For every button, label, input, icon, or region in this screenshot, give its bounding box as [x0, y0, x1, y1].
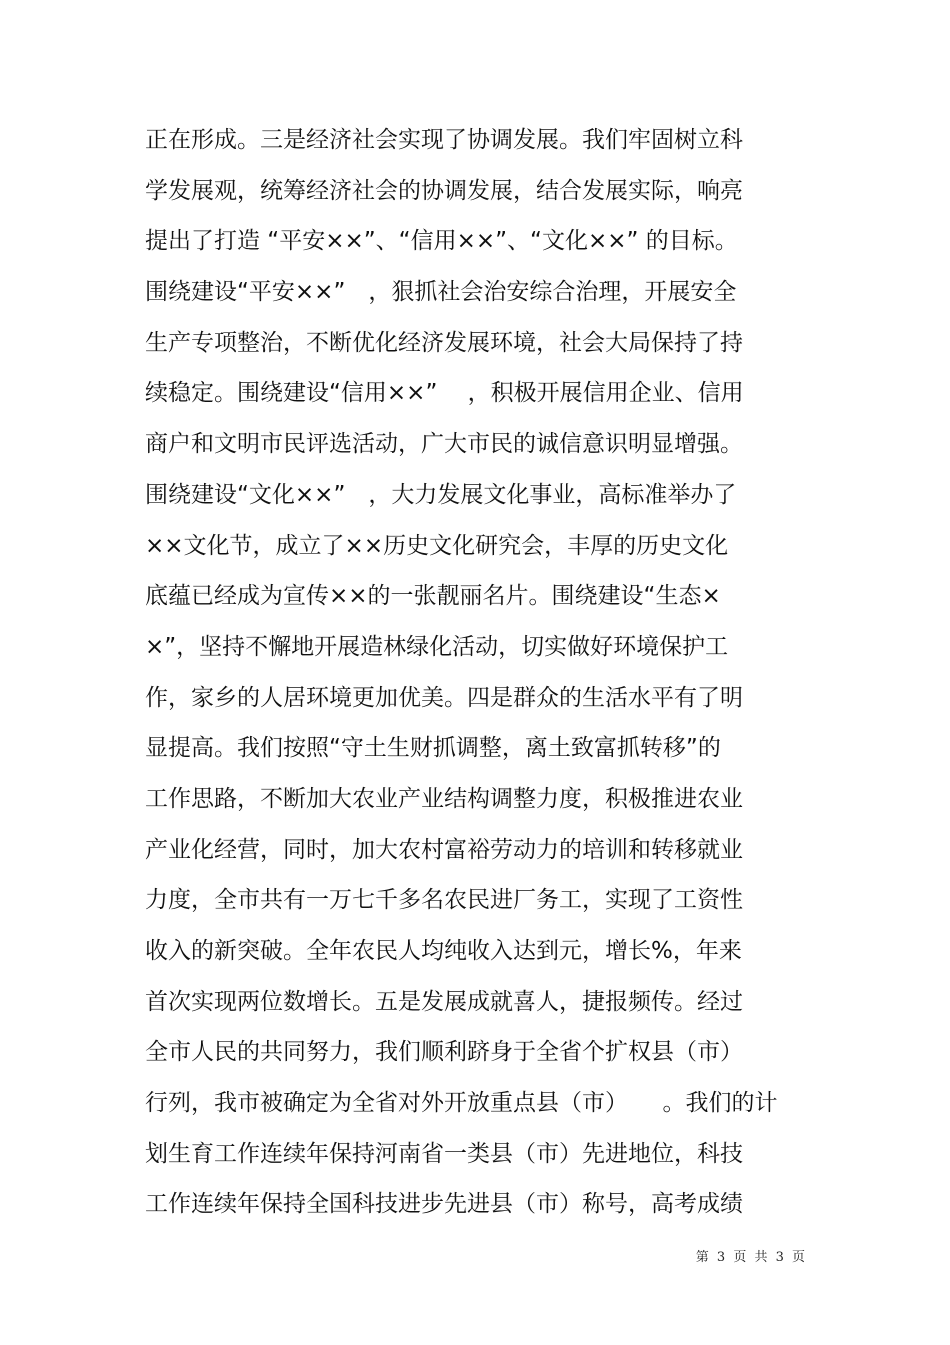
- text-line: 产业化经营，同时，加大农村富裕劳动力的培训和转移就业: [145, 836, 743, 863]
- text-line: 商户和文明市民评选活动，广大市民的诚信意识明显增强。: [145, 431, 743, 458]
- text-line: 首次实现两位数增长。五是发展成就喜人，捷报频传。经过: [145, 988, 743, 1015]
- text-line: 围绕建设“文化××” ，大力发展文化事业，高标准举办了: [145, 481, 737, 508]
- text-line: 显提高。我们按照“守土生财抓调整，离土致富抓转移”的: [145, 735, 721, 762]
- text-line: 围绕建设“平安××” ，狠抓社会治安综合治理，开展安全: [145, 279, 737, 306]
- text-line: 底蕴已经成为宣传××的一张靓丽名片。围绕建设“生态×: [145, 583, 721, 610]
- text-line: ××文化节，成立了××历史文化研究会，丰厚的历史文化: [145, 532, 729, 559]
- text-line: 作，家乡的人居环境更加优美。四是群众的生活水平有了明: [145, 684, 743, 711]
- text-line: 工作连续年保持全国科技进步先进县（市）称号，高考成绩: [145, 1191, 743, 1218]
- text-line: 工作思路，不断加大农业产业结构调整力度，积极推进农业: [145, 785, 743, 812]
- text-line: 收入的新突破。全年农民人均纯收入达到元，增长%，年来: [145, 938, 742, 964]
- text-line: 提出了打造 “平安××”、“信用××”、“文化××” 的目标。: [145, 228, 738, 255]
- document-body: [145, 118, 825, 1233]
- text-line: 正在形成。三是经济社会实现了协调发展。我们牢固树立科: [145, 127, 743, 153]
- text-line: ×”，坚持不懈地开展造林绿化活动，切实做好环境保护工: [145, 633, 729, 660]
- text-line: 行列，我市被确定为全省对外开放重点县（市） 。我们的计: [145, 1090, 778, 1117]
- text-line: 生产专项整治，不断优化经济发展环境，社会大局保持了持: [145, 329, 743, 356]
- text-line: 划生育工作连续年保持河南省一类县（市）先进地位，科技: [145, 1140, 743, 1167]
- text-line: 续稳定。围绕建设“信用××” ，积极开展信用企业、信用: [145, 380, 744, 407]
- text-line: 力度，全市共有一万七千多名农民进厂务工，实现了工资性: [145, 887, 743, 914]
- text-line: 学发展观，统筹经济社会的协调发展，结合发展实际，响亮: [145, 177, 743, 204]
- page-number-footer: 第 3 页 共 3 页: [695, 1250, 807, 1265]
- text-line: 全市人民的共同努力，我们顺利跻身于全省个扩权县（市）: [145, 1039, 743, 1066]
